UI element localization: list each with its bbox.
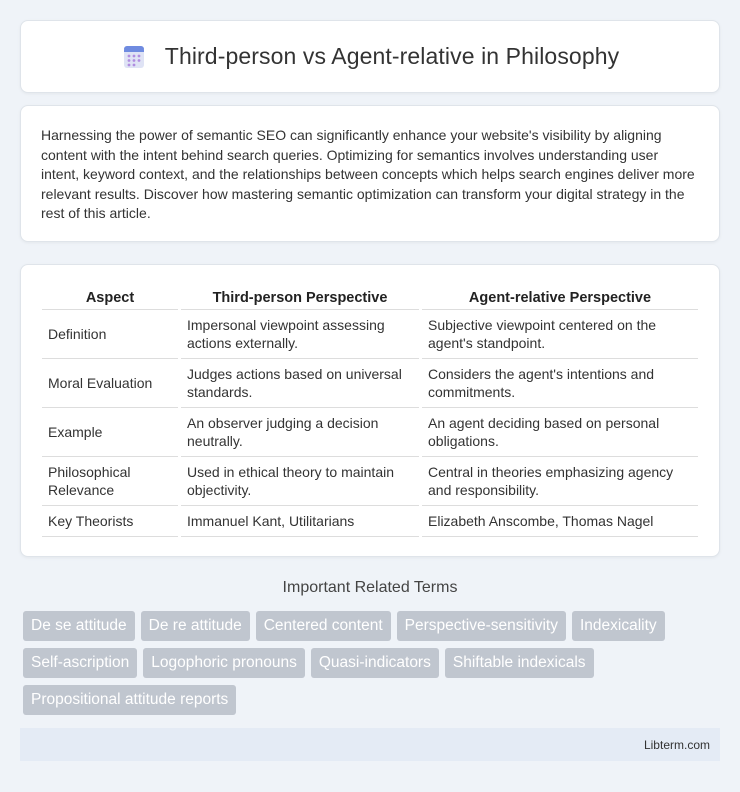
column-header-third-person: Third-person Perspective — [181, 285, 419, 310]
table-cell-aspect: Example — [42, 408, 178, 457]
table-cell-aspect: Definition — [42, 310, 178, 359]
table-row — [42, 310, 698, 359]
related-term-tag[interactable]: De re attitude — [141, 611, 250, 641]
related-term-tag[interactable]: Quasi-indicators — [311, 648, 439, 678]
table-cell-aspect: Philosophical Relevance — [42, 457, 178, 506]
related-term-tag[interactable]: Perspective-sensitivity — [397, 611, 566, 641]
related-term-tag[interactable]: Indexicality — [572, 611, 665, 641]
footer — [20, 728, 720, 761]
table-cell-aspect: Key Theorists — [42, 506, 178, 537]
related-term-tag[interactable]: Logophoric pronouns — [143, 648, 305, 678]
table-row — [42, 408, 698, 457]
page-header — [20, 20, 720, 93]
related-term-tag[interactable]: De se attitude — [23, 611, 135, 641]
related-term-tag[interactable]: Propositional attitude reports — [23, 685, 236, 715]
table-cell-third-person: Judges actions based on universal standards. — [181, 359, 419, 408]
related-term-tag[interactable]: Self-ascription — [23, 648, 137, 678]
intro-card — [20, 105, 720, 242]
column-header-aspect: Aspect — [42, 285, 178, 310]
document-grid-icon — [121, 44, 147, 70]
table-cell-third-person: Impersonal viewpoint assessing actions externally. — [181, 310, 419, 359]
related-term-tag[interactable]: Centered content — [256, 611, 391, 641]
table-cell-third-person: Immanuel Kant, Utilitarians — [181, 506, 419, 537]
table-cell-agent-relative: An agent deciding based on personal obligations. — [422, 408, 698, 457]
table-cell-agent-relative: Central in theories emphasizing agency and responsibility. — [422, 457, 698, 506]
related-term-tag[interactable]: Shiftable indexicals — [445, 648, 594, 678]
table-cell-third-person: Used in ethical theory to maintain objectivity. — [181, 457, 419, 506]
table-cell-agent-relative: Considers the agent's intentions and commitments. — [422, 359, 698, 408]
table-cell-aspect: Moral Evaluation — [42, 359, 178, 408]
table-header-row — [42, 285, 698, 310]
table-row — [42, 506, 698, 537]
related-terms-list — [23, 611, 703, 722]
footer-site-link[interactable]: Libterm.com — [643, 737, 710, 752]
table-row — [42, 457, 698, 506]
page-title: Third-person vs Agent-relative in Philosophy — [164, 43, 620, 69]
table-cell-agent-relative: Subjective viewpoint centered on the agent's standpoint. — [422, 310, 698, 359]
table-cell-agent-relative: Elizabeth Anscombe, Thomas Nagel — [422, 506, 698, 537]
intro-text: Harnessing the power of semantic SEO can significantly enhance your website's visibility by aligning content with the intent behind search queries. Optimizing for semantics involves understanding user intent, keyword context, and the relationships between concepts which helps search engines deliver more relevant results. Discover how mastering semantic optimization can transform your digital strategy in the rest of this article. — [41, 127, 695, 222]
comparison-table — [39, 285, 701, 537]
column-header-agent-relative: Agent-relative Perspective — [422, 285, 698, 310]
comparison-table-card — [20, 264, 720, 557]
table-row — [42, 359, 698, 408]
table-cell-third-person: An observer judging a decision neutrally. — [181, 408, 419, 457]
related-terms-title: Important Related Terms — [282, 579, 458, 596]
